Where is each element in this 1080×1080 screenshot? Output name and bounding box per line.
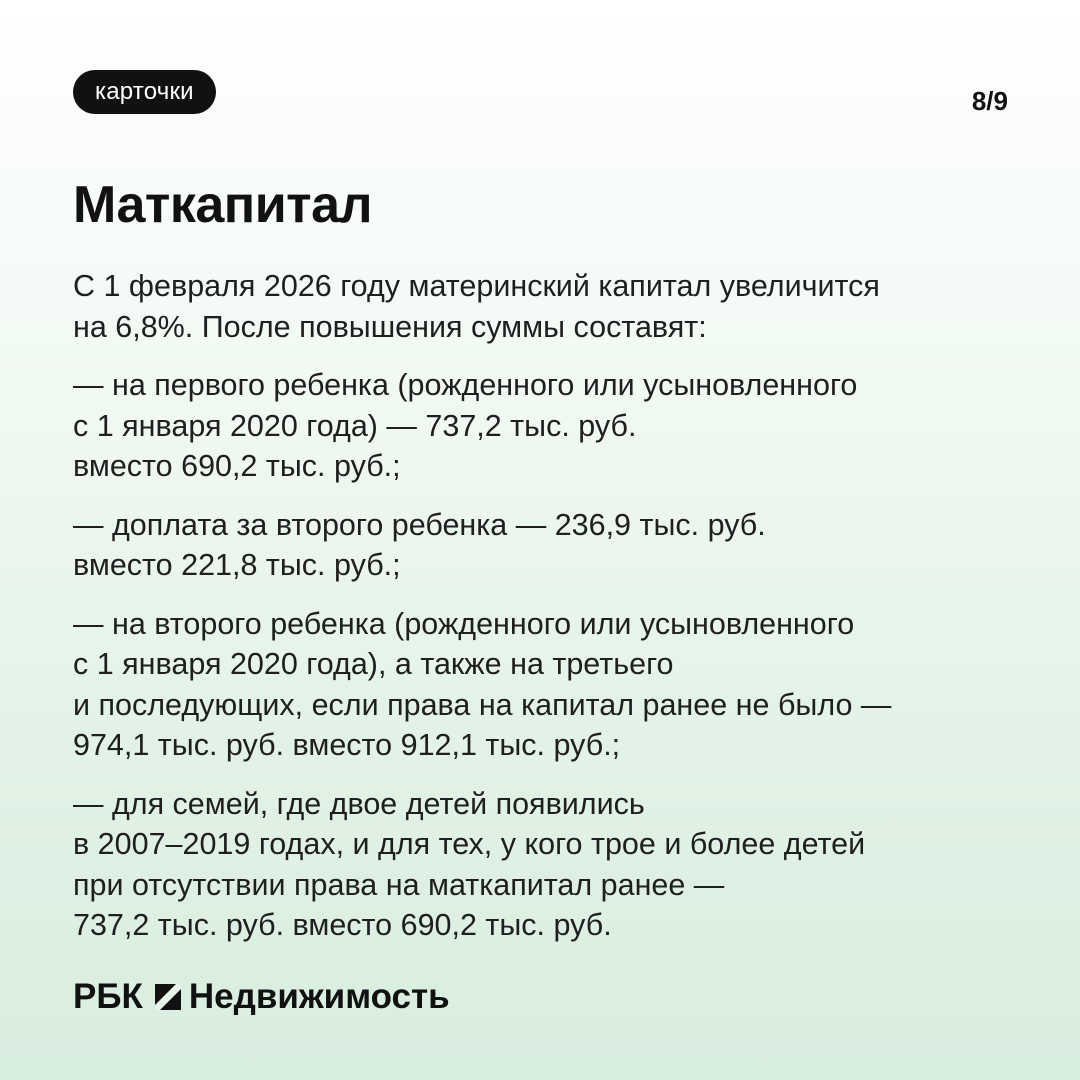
paragraph-families: [73, 784, 1013, 946]
brand-name-realty: Недвижимость: [188, 977, 450, 1016]
text-line: при отсутствии права на маткапитал ранее —: [73, 867, 725, 902]
text-line: с 1 января 2020 года), а также на третьего: [73, 647, 674, 681]
text-line: вместо 221,8 тыс. руб.;: [73, 548, 401, 582]
text-line: на 6,8%. После повышения суммы составят:: [73, 309, 707, 344]
text-line: С 1 февраля 2026 году материнский капитал увеличится: [73, 269, 880, 303]
text-line: 737,2 тыс. руб. вместо 690,2 тыс. руб.: [73, 908, 612, 942]
text-line: в 2007–2019 годах, и для тех, у кого трое и более детей: [73, 827, 866, 861]
card-title: Маткапитал: [73, 176, 373, 234]
brand-name-rbc: РБК: [73, 977, 143, 1016]
paragraph-intro: [73, 266, 1013, 347]
paragraph-first-child: [73, 365, 1013, 487]
text-line: 974,1 тыс. руб. вместо 912,1 тыс. руб.;: [73, 728, 621, 762]
text-line: — на второго ребенка (рожденного или усыновленного: [73, 606, 855, 641]
text-line: с 1 января 2020 года) — 737,2 тыс. руб.: [73, 408, 637, 443]
card-body: [73, 266, 1013, 964]
text-line: — на первого ребенка (рожденного или усыновленного: [73, 368, 858, 402]
slide-counter: 8/9: [971, 86, 1008, 116]
text-line: — доплата за второго ребенка — 236,9 тыс. руб.: [73, 507, 766, 542]
brand-logo: [73, 975, 450, 1019]
text-line: и последующих, если права на капитал ранее не было —: [73, 687, 892, 722]
slash-square-icon: [155, 984, 181, 1010]
text-line: — для семей, где двое детей появились: [73, 786, 645, 821]
paragraph-second-child-bonus: [73, 505, 1013, 586]
category-tag: карточки: [73, 70, 216, 114]
paragraph-second-child: [73, 604, 1013, 766]
text-line: вместо 690,2 тыс. руб.;: [73, 449, 401, 483]
